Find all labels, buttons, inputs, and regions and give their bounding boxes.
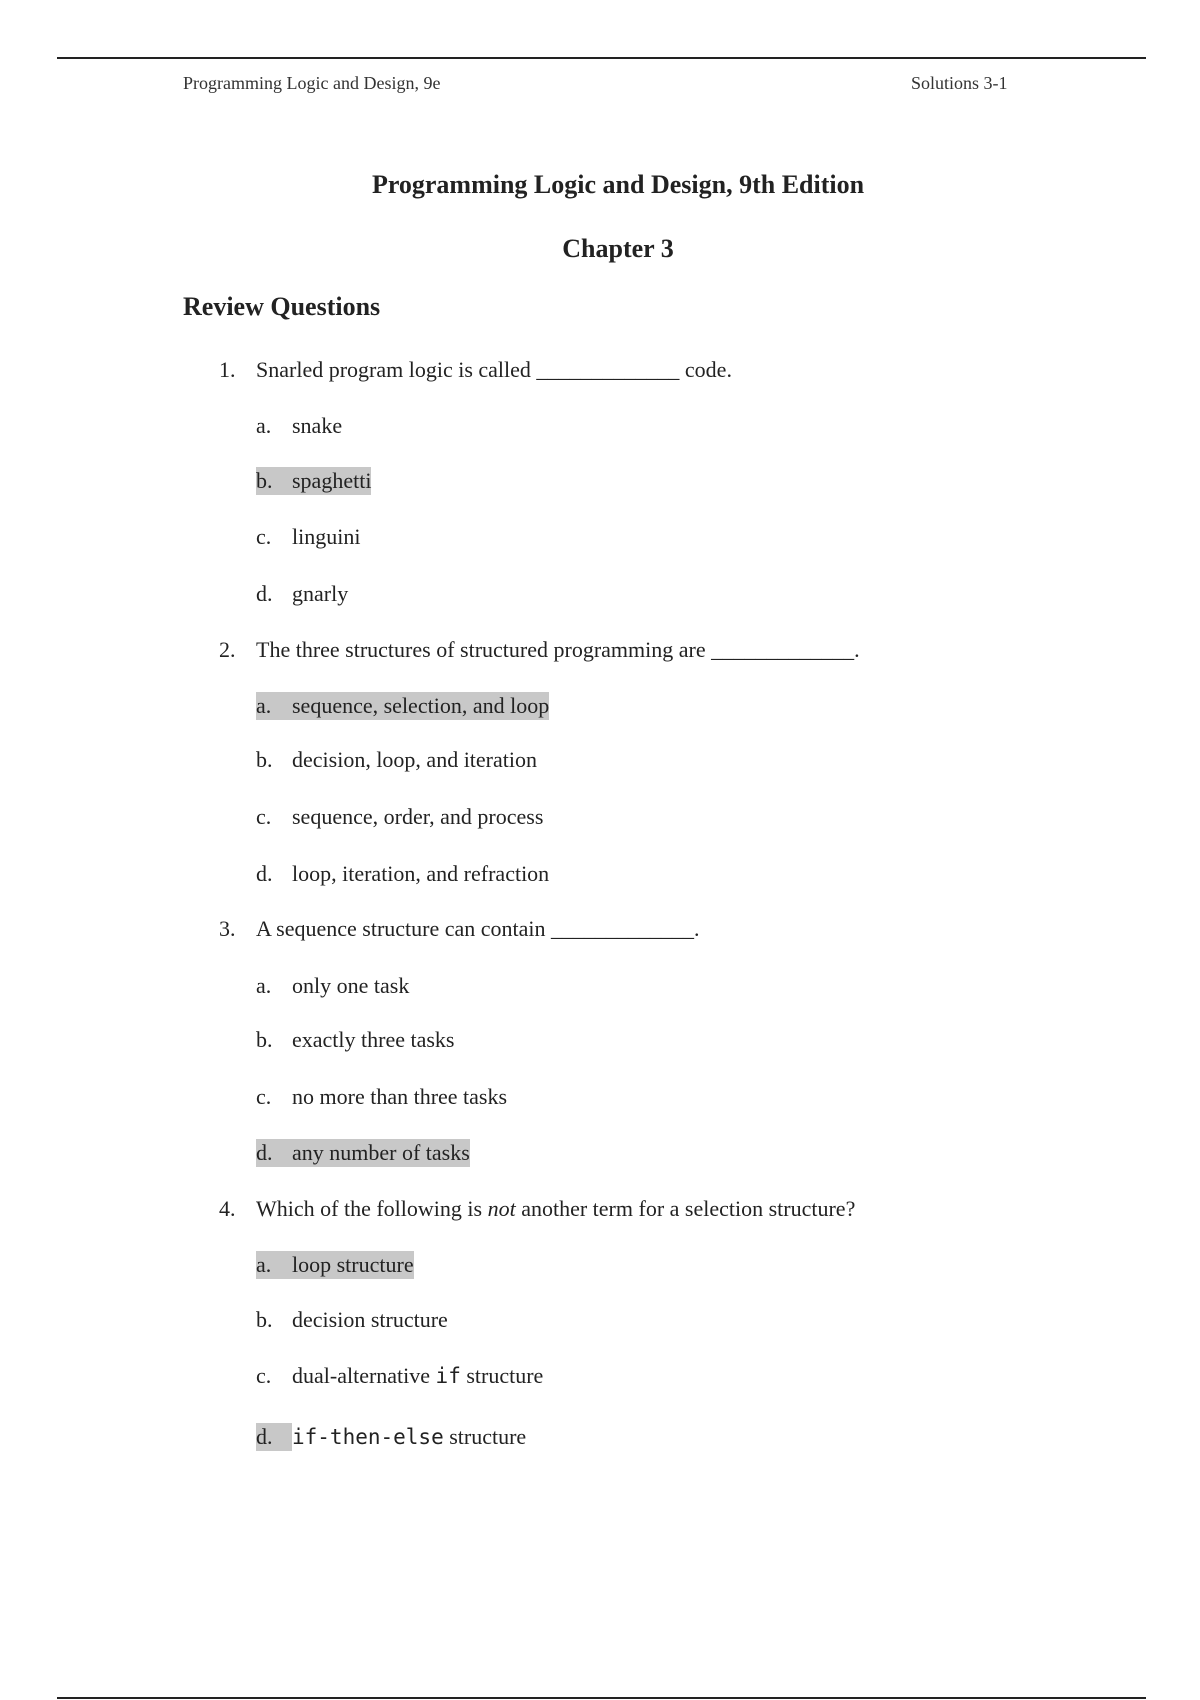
question-text: Snarled program logic is called _____________ code. bbox=[256, 357, 732, 382]
option-text: linguini bbox=[292, 524, 361, 549]
question-number: 2. bbox=[219, 637, 236, 662]
correct-answer bbox=[256, 1251, 414, 1279]
running-header-right: Solutions 3-1 bbox=[911, 73, 1008, 93]
option-letter: b. bbox=[256, 1027, 273, 1052]
question-text-part: Which of the following is bbox=[256, 1196, 488, 1221]
question-text bbox=[256, 1195, 855, 1223]
answer-choice bbox=[256, 412, 342, 440]
chapter-heading: Chapter 3 bbox=[562, 234, 674, 263]
running-header-left: Programming Logic and Design, 9e bbox=[183, 73, 441, 93]
option-letter: d. bbox=[256, 1140, 273, 1165]
option-letter: c. bbox=[256, 804, 272, 829]
option-text: sequence, selection, and loop bbox=[292, 693, 550, 718]
option-letter: b. bbox=[256, 468, 273, 493]
top-rule bbox=[57, 57, 1146, 59]
correct-answer bbox=[256, 467, 371, 495]
option-text: spaghetti bbox=[292, 468, 372, 493]
option-text: loop structure bbox=[292, 1252, 414, 1277]
option-text: only one task bbox=[292, 973, 410, 998]
option-letter: d. bbox=[256, 1423, 292, 1451]
option-code: if bbox=[435, 1364, 461, 1388]
question-number: 3. bbox=[219, 916, 236, 941]
answer-choice bbox=[256, 803, 543, 831]
option-text: structure bbox=[460, 1363, 544, 1388]
option-text: snake bbox=[292, 413, 343, 438]
option-text: dual-alternative bbox=[292, 1363, 436, 1388]
correct-answer bbox=[256, 1139, 470, 1167]
question-text: A sequence structure can contain _____________. bbox=[256, 916, 700, 941]
answer-choice bbox=[256, 1026, 455, 1054]
option-text: decision structure bbox=[292, 1307, 448, 1332]
section-heading: Review Questions bbox=[183, 292, 381, 321]
option-letter: a. bbox=[256, 693, 272, 718]
option-letter: c. bbox=[256, 1084, 272, 1109]
answer-choice bbox=[256, 746, 537, 774]
question-number: 4. bbox=[219, 1196, 236, 1221]
option-text: decision, loop, and iteration bbox=[292, 747, 537, 772]
answer-choice bbox=[256, 523, 360, 551]
option-text: sequence, order, and process bbox=[292, 804, 544, 829]
question-text: The three structures of structured programming are _____________. bbox=[256, 637, 860, 662]
option-text: loop, iteration, and refraction bbox=[292, 861, 550, 886]
bottom-rule bbox=[57, 1697, 1146, 1699]
option-text: structure bbox=[443, 1424, 527, 1449]
option-letter: c. bbox=[256, 524, 272, 549]
option-code: if-then-else bbox=[292, 1425, 444, 1449]
answer-choice bbox=[256, 1083, 507, 1111]
answer-choice bbox=[256, 1306, 448, 1334]
option-letter: b. bbox=[256, 1307, 273, 1332]
answer-choice bbox=[256, 860, 549, 888]
question-number: 1. bbox=[219, 357, 236, 382]
answer-choice bbox=[256, 1362, 543, 1390]
option-text: gnarly bbox=[292, 581, 349, 606]
option-letter: c. bbox=[256, 1363, 272, 1388]
answer-choice bbox=[256, 580, 348, 608]
option-letter: a. bbox=[256, 413, 272, 438]
answer-choice bbox=[256, 972, 409, 1000]
document-title: Programming Logic and Design, 9th Edition bbox=[371, 170, 865, 199]
option-letter: d. bbox=[256, 861, 273, 886]
option-letter: d. bbox=[256, 581, 273, 606]
option-text: no more than three tasks bbox=[292, 1084, 508, 1109]
correct-answer bbox=[256, 692, 549, 720]
question-text-part: another term for a selection structure? bbox=[515, 1196, 856, 1221]
correct-answer bbox=[256, 1423, 526, 1451]
question-text-emphasis: not bbox=[487, 1196, 516, 1221]
option-letter: a. bbox=[256, 973, 272, 998]
option-text: exactly three tasks bbox=[292, 1027, 455, 1052]
option-letter: b. bbox=[256, 747, 273, 772]
option-text: any number of tasks bbox=[292, 1140, 470, 1165]
option-letter: a. bbox=[256, 1252, 272, 1277]
